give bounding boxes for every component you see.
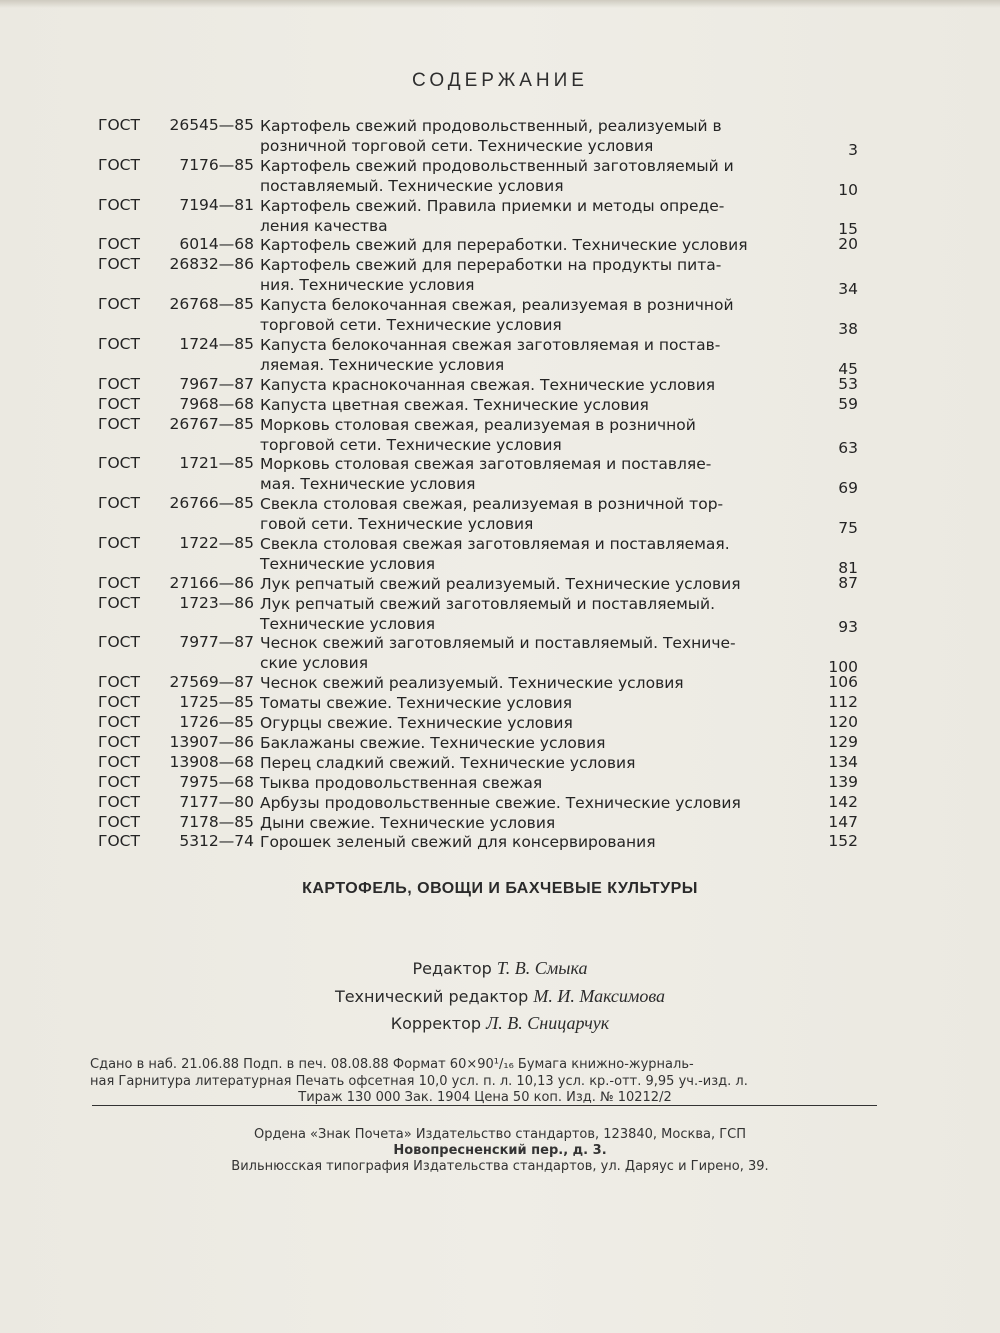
toc-entry xyxy=(98,832,858,852)
gost-prefix: ГОСТ xyxy=(98,374,140,393)
entry-title-line: Арбузы продовольственные свежие. Технические условия xyxy=(260,793,741,812)
entry-title-line: говой сети. Технические условия xyxy=(260,515,534,534)
gost-number: 1723—86 xyxy=(179,593,254,612)
gost-code xyxy=(98,733,258,751)
entry-title xyxy=(260,395,800,415)
gost-number: 6014—68 xyxy=(179,235,254,254)
entry-title-line: Баклажаны свежие. Технические условия xyxy=(260,733,606,752)
entry-title-line: ские условия xyxy=(260,654,369,673)
gost-number: 7977—87 xyxy=(179,633,254,652)
entry-title xyxy=(260,116,800,156)
entry-title-line: розничной торговой сети. Технические условия xyxy=(260,137,654,155)
gost-code xyxy=(98,196,258,214)
gost-code xyxy=(98,594,258,612)
gost-number: 5312—74 xyxy=(179,832,254,851)
gost-number: 7968—68 xyxy=(179,394,254,413)
entry-title-line: Морковь столовая свежая заготовляемая и поставляе- xyxy=(260,455,712,474)
entry-title xyxy=(260,633,800,673)
toc-entry xyxy=(98,235,858,255)
gost-number: 7177—80 xyxy=(179,792,254,811)
toc-entry xyxy=(98,375,858,395)
toc-entry xyxy=(98,793,858,813)
entry-title xyxy=(260,753,800,773)
gost-number: 26545—85 xyxy=(169,116,254,134)
gost-number: 7194—81 xyxy=(179,195,254,214)
gost-number: 7967—87 xyxy=(179,374,254,393)
toc-entry xyxy=(98,733,858,753)
imprint-line-2: ная Гарнитура литературная Печать офсетная 10,0 усл. п. л. 10,13 усл. кр.-отт. 9,95 уч.-изд. л. xyxy=(90,1074,748,1089)
gost-prefix: ГОСТ xyxy=(98,494,140,513)
entry-title-line: Капуста краснокочанная свежая. Технические условия xyxy=(260,375,716,394)
editor-label: Редактор xyxy=(412,959,492,978)
toc-entry xyxy=(98,693,858,713)
page-number: 142 xyxy=(828,792,858,811)
gost-code xyxy=(98,773,258,791)
gost-prefix: ГОСТ xyxy=(98,454,140,473)
page-number: 120 xyxy=(828,713,858,731)
page-number: 75 xyxy=(838,518,858,537)
entry-title-line: поставляемый. Технические условия xyxy=(260,176,564,195)
credit-corrector xyxy=(0,1013,1000,1034)
entry-title-line: Лук репчатый свежий заготовляемый и поставляемый. xyxy=(260,594,715,613)
printer-line: Вильнюсская типография Издательства стандартов, ул. Даряус и Гирено, 39. xyxy=(231,1159,769,1174)
gost-prefix: ГОСТ xyxy=(98,414,140,433)
toc-entry xyxy=(98,334,858,378)
page-number: 129 xyxy=(828,732,858,751)
toc-entry xyxy=(98,414,858,458)
toc-entry xyxy=(98,454,858,498)
page-heading: СОДЕРЖАНИЕ xyxy=(412,70,588,91)
gost-number: 26767—85 xyxy=(169,414,254,433)
gost-prefix: ГОСТ xyxy=(98,673,140,692)
entry-title-line: Горошек зеленый свежий для консервирования xyxy=(260,833,656,852)
gost-prefix: ГОСТ xyxy=(98,235,140,254)
gost-number: 27569—87 xyxy=(169,673,254,692)
gost-prefix: ГОСТ xyxy=(98,732,140,751)
entry-title xyxy=(260,832,800,852)
gost-prefix: ГОСТ xyxy=(98,394,140,413)
entry-title xyxy=(260,156,800,196)
page-number: 20 xyxy=(838,235,858,254)
gost-number: 1724—85 xyxy=(179,334,254,353)
page-number: 93 xyxy=(838,618,858,637)
gost-number: 13907—86 xyxy=(169,732,254,751)
entry-title xyxy=(260,693,800,713)
page-number: 87 xyxy=(838,573,858,592)
imprint-line-3: Тираж 130 000 Зак. 1904 Цена 50 коп. Изд. № 10212/2 xyxy=(298,1090,672,1105)
gost-code xyxy=(98,235,258,253)
gost-number: 7176—85 xyxy=(179,155,254,174)
entry-title xyxy=(260,793,800,813)
entry-title xyxy=(260,813,800,833)
toc-entry xyxy=(98,533,858,577)
gost-code xyxy=(98,295,258,313)
section-title: КАРТОФЕЛЬ, ОВОЩИ И БАХЧЕВЫЕ КУЛЬТУРЫ xyxy=(302,880,698,897)
entry-title xyxy=(260,235,800,255)
gost-code xyxy=(98,793,258,811)
entry-title-line: Капуста белокочанная свежая заготовляемая и постав- xyxy=(260,335,721,354)
page-number: 34 xyxy=(838,280,858,299)
gost-code xyxy=(98,494,258,512)
gost-number: 13908—68 xyxy=(169,752,254,771)
gost-number: 1722—85 xyxy=(179,533,254,552)
gost-prefix: ГОСТ xyxy=(98,573,140,592)
gost-code xyxy=(98,375,258,393)
page-edge-shadow xyxy=(0,0,1000,8)
entry-title-line: мая. Технические условия xyxy=(260,475,476,494)
gost-code xyxy=(98,574,258,592)
gost-prefix: ГОСТ xyxy=(98,533,140,552)
page-number: 139 xyxy=(828,772,858,791)
entry-title-line: Чеснок свежий заготовляемый и поставляемый. Техниче- xyxy=(260,634,736,653)
gost-number: 26832—86 xyxy=(169,255,254,274)
toc-entry xyxy=(98,593,858,637)
entry-title xyxy=(260,574,800,594)
gost-number: 27166—86 xyxy=(169,573,254,592)
entry-title xyxy=(260,196,800,236)
toc-entry xyxy=(98,295,858,338)
entry-title xyxy=(260,594,800,634)
page-number: 38 xyxy=(838,319,858,338)
gost-prefix: ГОСТ xyxy=(98,832,140,851)
gost-prefix: ГОСТ xyxy=(98,295,140,314)
gost-code xyxy=(98,673,258,691)
gost-code xyxy=(98,395,258,413)
gost-code xyxy=(98,116,258,134)
entry-title-line: Перец сладкий свежий. Технические условия xyxy=(260,753,636,772)
entry-title-line: ния. Технические условия xyxy=(260,276,475,295)
toc-entry xyxy=(98,116,858,159)
entry-title xyxy=(260,375,800,395)
page-number: 53 xyxy=(838,374,858,393)
gost-number: 1725—85 xyxy=(179,693,254,712)
tech-editor-name: М. И. Максимова xyxy=(533,986,666,1006)
entry-title-line: Картофель свежий. Правила приемки и методы опреде- xyxy=(260,196,725,215)
page-number: 100 xyxy=(828,658,858,677)
entry-title xyxy=(260,673,800,693)
entry-title-line: Дыни свежие. Технические условия xyxy=(260,813,556,832)
gost-prefix: ГОСТ xyxy=(98,812,140,831)
entry-title-line: Технические условия xyxy=(260,614,436,633)
imprint-line-1: Сдано в наб. 21.06.88 Подп. в печ. 08.08.88 Формат 60×90¹/₁₆ Бумага книжно-журналь- xyxy=(90,1057,694,1072)
corrector-name: Л. В. Сницарчук xyxy=(486,1013,610,1033)
page-number: 81 xyxy=(838,558,858,577)
gost-code xyxy=(98,335,258,353)
publisher-address: Новопресненский пер., д. 3. xyxy=(393,1143,607,1158)
entry-title-line: Картофель свежий продовольственный заготовляемый и xyxy=(260,156,734,175)
divider-rule xyxy=(92,1105,877,1106)
entry-title xyxy=(260,773,800,793)
toc-entry xyxy=(98,753,858,773)
page-number: 106 xyxy=(828,673,858,692)
gost-prefix: ГОСТ xyxy=(98,713,140,731)
entry-title xyxy=(260,454,800,494)
gost-code xyxy=(98,832,258,850)
gost-number: 1721—85 xyxy=(179,454,254,473)
page-number: 45 xyxy=(838,359,858,378)
toc-entry xyxy=(98,633,858,677)
corrector-label: Корректор xyxy=(390,1014,482,1033)
toc-entry xyxy=(98,713,858,733)
gost-code xyxy=(98,255,258,273)
gost-code xyxy=(98,713,258,731)
gost-number: 1726—85 xyxy=(179,713,254,731)
gost-prefix: ГОСТ xyxy=(98,155,140,174)
entry-title xyxy=(260,335,800,375)
page-number: 3 xyxy=(848,140,858,159)
gost-code xyxy=(98,753,258,771)
entry-title-line: Огурцы свежие. Технические условия xyxy=(260,714,573,732)
gost-number: 26766—85 xyxy=(169,494,254,513)
entry-title-line: Свекла столовая свежая, реализуемая в розничной тор- xyxy=(260,495,724,514)
entry-title xyxy=(260,733,800,753)
editor-name: Т. В. Смыка xyxy=(496,958,588,978)
publisher-line: Ордена «Знак Почета» Издательство стандартов, 123840, Москва, ГСП xyxy=(253,1127,747,1142)
tech-editor-label: Технический редактор xyxy=(334,987,529,1006)
entry-title-line: Чеснок свежий реализуемый. Технические условия xyxy=(260,674,684,693)
toc-entry xyxy=(98,813,858,833)
entry-title-line: Свекла столовая свежая заготовляемая и поставляемая. xyxy=(260,534,730,553)
toc-entry xyxy=(98,673,858,693)
toc-entry xyxy=(98,773,858,793)
page-number: 134 xyxy=(828,752,858,771)
gost-code xyxy=(98,693,258,711)
gost-prefix: ГОСТ xyxy=(98,633,140,652)
toc-entry xyxy=(98,195,858,239)
entry-title xyxy=(260,494,800,534)
entry-title-line: Картофель свежий для переработки на продукты пита- xyxy=(260,256,722,275)
entry-title-line: Капуста цветная свежая. Технические условия xyxy=(260,395,649,414)
gost-prefix: ГОСТ xyxy=(98,772,140,791)
entry-title-line: ления качества xyxy=(260,216,388,235)
gost-prefix: ГОСТ xyxy=(98,334,140,353)
gost-number: 7178—85 xyxy=(179,812,254,831)
page-number: 10 xyxy=(838,180,858,199)
gost-code xyxy=(98,534,258,552)
gost-code xyxy=(98,813,258,831)
gost-prefix: ГОСТ xyxy=(98,752,140,771)
entry-title-line: Тыква продовольственная свежая xyxy=(260,773,543,792)
entry-title-line: Картофель свежий продовольственный, реализуемый в xyxy=(260,117,722,135)
entry-title xyxy=(260,713,800,733)
toc-entry xyxy=(98,155,858,199)
page-number: 147 xyxy=(828,812,858,831)
page-number: 59 xyxy=(838,394,858,413)
entry-title-line: торговой сети. Технические условия xyxy=(260,316,562,335)
gost-prefix: ГОСТ xyxy=(98,116,140,134)
gost-prefix: ГОСТ xyxy=(98,593,140,612)
toc-entry xyxy=(98,395,858,415)
entry-title xyxy=(260,415,800,455)
gost-prefix: ГОСТ xyxy=(98,693,140,712)
entry-title-line: Технические условия xyxy=(260,554,436,573)
gost-code xyxy=(98,156,258,174)
entry-title xyxy=(260,255,800,295)
page-number: 69 xyxy=(838,479,858,498)
gost-prefix: ГОСТ xyxy=(98,195,140,214)
page-number: 63 xyxy=(838,439,858,458)
entry-title xyxy=(260,534,800,574)
credit-editor xyxy=(0,958,1000,979)
toc-entry xyxy=(98,494,858,537)
entry-title-line: Морковь столовая свежая, реализуемая в розничной xyxy=(260,415,696,434)
entry-title xyxy=(260,295,800,335)
entry-title-line: Томаты свежие. Технические условия xyxy=(260,694,573,713)
toc-entry xyxy=(98,255,858,299)
entry-title-line: Капуста белокочанная свежая, реализуемая в розничной xyxy=(260,296,734,315)
gost-number: 26768—85 xyxy=(169,295,254,314)
gost-number: 7975—68 xyxy=(179,772,254,791)
gost-prefix: ГОСТ xyxy=(98,792,140,811)
entry-title-line: Лук репчатый свежий реализуемый. Технические условия xyxy=(260,574,741,593)
entry-title-line: Картофель свежий для переработки. Технические условия xyxy=(260,236,748,255)
page-number: 112 xyxy=(828,693,858,712)
gost-code xyxy=(98,454,258,472)
entry-title-line: торговой сети. Технические условия xyxy=(260,435,562,454)
page-number: 15 xyxy=(838,220,858,239)
credit-tech-editor xyxy=(0,986,1000,1007)
page-number: 152 xyxy=(828,832,858,851)
toc-entry xyxy=(98,574,858,594)
gost-code xyxy=(98,633,258,651)
gost-code xyxy=(98,415,258,433)
entry-title-line: ляемая. Технические условия xyxy=(260,355,505,374)
gost-prefix: ГОСТ xyxy=(98,255,140,274)
